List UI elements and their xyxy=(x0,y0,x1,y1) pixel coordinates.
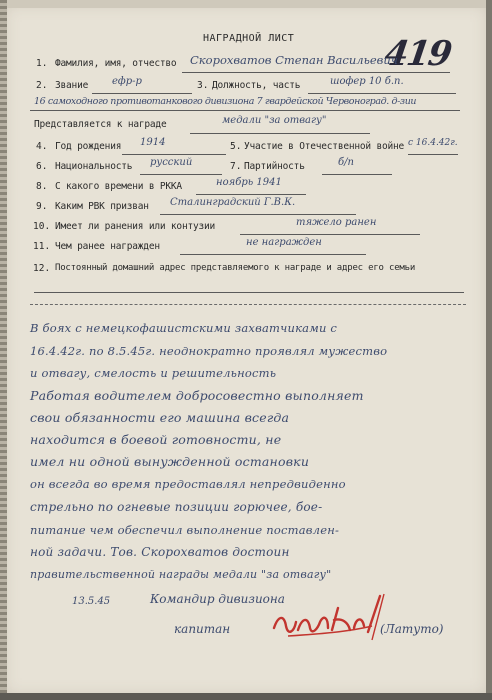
field-value-unit: 16 самоходного противотанкового дивизиона 7 гвардейской Червоноград. д-зии xyxy=(34,96,417,107)
field-underline xyxy=(322,174,392,175)
narrative-line: питание чем обеспечил выполнение поставлен- xyxy=(30,523,340,537)
field-number: 8. xyxy=(36,181,48,192)
field-underline xyxy=(180,254,366,255)
field-underline xyxy=(92,93,192,94)
field-value-position: шофер 10 б.п. xyxy=(330,76,404,87)
field-value-nationality: русский xyxy=(150,157,193,168)
field-underline xyxy=(190,133,370,134)
signature-mark xyxy=(268,588,388,648)
field-underline xyxy=(160,214,356,215)
field-number: 11. xyxy=(33,241,51,252)
separator-line xyxy=(30,304,466,305)
field-underline xyxy=(240,234,420,235)
narrative-line: правительственной награды медали "за отвагу" xyxy=(30,568,332,581)
signature-role: Командир дивизиона xyxy=(150,592,285,606)
field-label-fio: Фамилия, имя, отчество xyxy=(55,58,177,69)
field-underline xyxy=(196,194,306,195)
field-label-rvk: Каким РВК призван xyxy=(55,201,149,212)
narrative-line: и отвагу, смелость и решительность xyxy=(30,366,277,380)
signature-date: 13.5.45 xyxy=(72,596,111,607)
field-number: 9. xyxy=(36,201,48,212)
field-number: 5. xyxy=(230,141,242,152)
field-number: 12. xyxy=(33,263,51,274)
field-number: 10. xyxy=(33,221,51,232)
field-number: 2. xyxy=(36,80,48,91)
field-label-rank: Звание xyxy=(55,80,89,91)
field-number: 6. xyxy=(36,161,48,172)
field-underline xyxy=(182,72,450,73)
narrative-line: 16.4.42г. по 8.5.45г. неоднократно проявлял мужество xyxy=(30,344,388,358)
form-title: НАГРАДНОЙ ЛИСТ xyxy=(203,33,295,44)
field-underline xyxy=(308,93,456,94)
narrative-line: свои обязанности его машина всегда xyxy=(30,410,290,425)
field-number: 1. xyxy=(36,58,48,69)
field-label-address: Постоянный домашний адрес представляемого к награде и адрес его семьи xyxy=(55,263,416,273)
field-value-rvk: Сталинградский Г.В.К. xyxy=(170,197,296,208)
field-value-birth-year: 1914 xyxy=(140,137,166,148)
field-value-fio: Скорохватов Степан Васильевич xyxy=(190,53,398,67)
field-value-previous-awards: не награжден xyxy=(246,237,322,248)
narrative-line: Работая водителем добросовестно выполняет xyxy=(30,388,364,403)
field-number: 3. xyxy=(197,80,209,91)
narrative-line: он всегда во время предоставлял непредвиденно xyxy=(30,477,346,491)
field-label-award: Представляется к награде xyxy=(34,119,167,130)
field-value-war-participation: с 16.4.42г. xyxy=(408,138,458,148)
award-sheet-number: 419 xyxy=(382,34,453,74)
field-underline xyxy=(34,292,464,293)
field-underline xyxy=(408,154,458,155)
field-underline xyxy=(30,110,460,111)
field-label-rkka-since: С какого времени в РККА xyxy=(55,181,182,192)
scan-edge-right xyxy=(486,0,492,700)
field-label-position: Должность, часть xyxy=(212,80,301,91)
signature-rank: капитан xyxy=(174,622,231,636)
field-value-rank: ефр-р xyxy=(112,76,142,87)
narrative-line: находится в боевой готовности, не xyxy=(30,432,282,447)
scan-edge-top xyxy=(0,0,492,8)
field-label-wounds: Имеет ли ранения или контузии xyxy=(55,221,216,232)
field-label-party: Партийность xyxy=(244,161,305,172)
field-label-birth-year: Год рождения xyxy=(55,141,122,152)
field-value-wounds: тяжело ранен xyxy=(296,217,377,228)
field-value-party: б/п xyxy=(338,157,354,168)
field-underline xyxy=(122,154,226,155)
field-label-war-participation: Участие в Отечественной войне xyxy=(244,141,405,152)
narrative-line: В боях с немецкофашистскими захватчиками с xyxy=(30,321,338,335)
narrative-line: ной задачи. Тов. Скорохватов достоин xyxy=(30,545,290,559)
field-value-rkka-since: ноябрь 1941 xyxy=(216,177,282,188)
field-underline xyxy=(140,174,222,175)
field-number: 7. xyxy=(230,161,242,172)
narrative-line: стрельно по огневые позиции горючее, бое- xyxy=(30,500,323,514)
field-number: 4. xyxy=(36,141,48,152)
field-label-previous-awards: Чем ранее награжден xyxy=(55,241,160,252)
field-label-nationality: Национальность xyxy=(55,161,133,172)
field-value-award: медали "за отвагу" xyxy=(222,115,327,126)
scan-edge-bottom xyxy=(0,693,492,700)
signature-name: (Латуто) xyxy=(380,622,444,636)
scan-edge-left xyxy=(0,0,7,700)
narrative-line: имел ни одной вынужденной остановки xyxy=(30,454,310,469)
